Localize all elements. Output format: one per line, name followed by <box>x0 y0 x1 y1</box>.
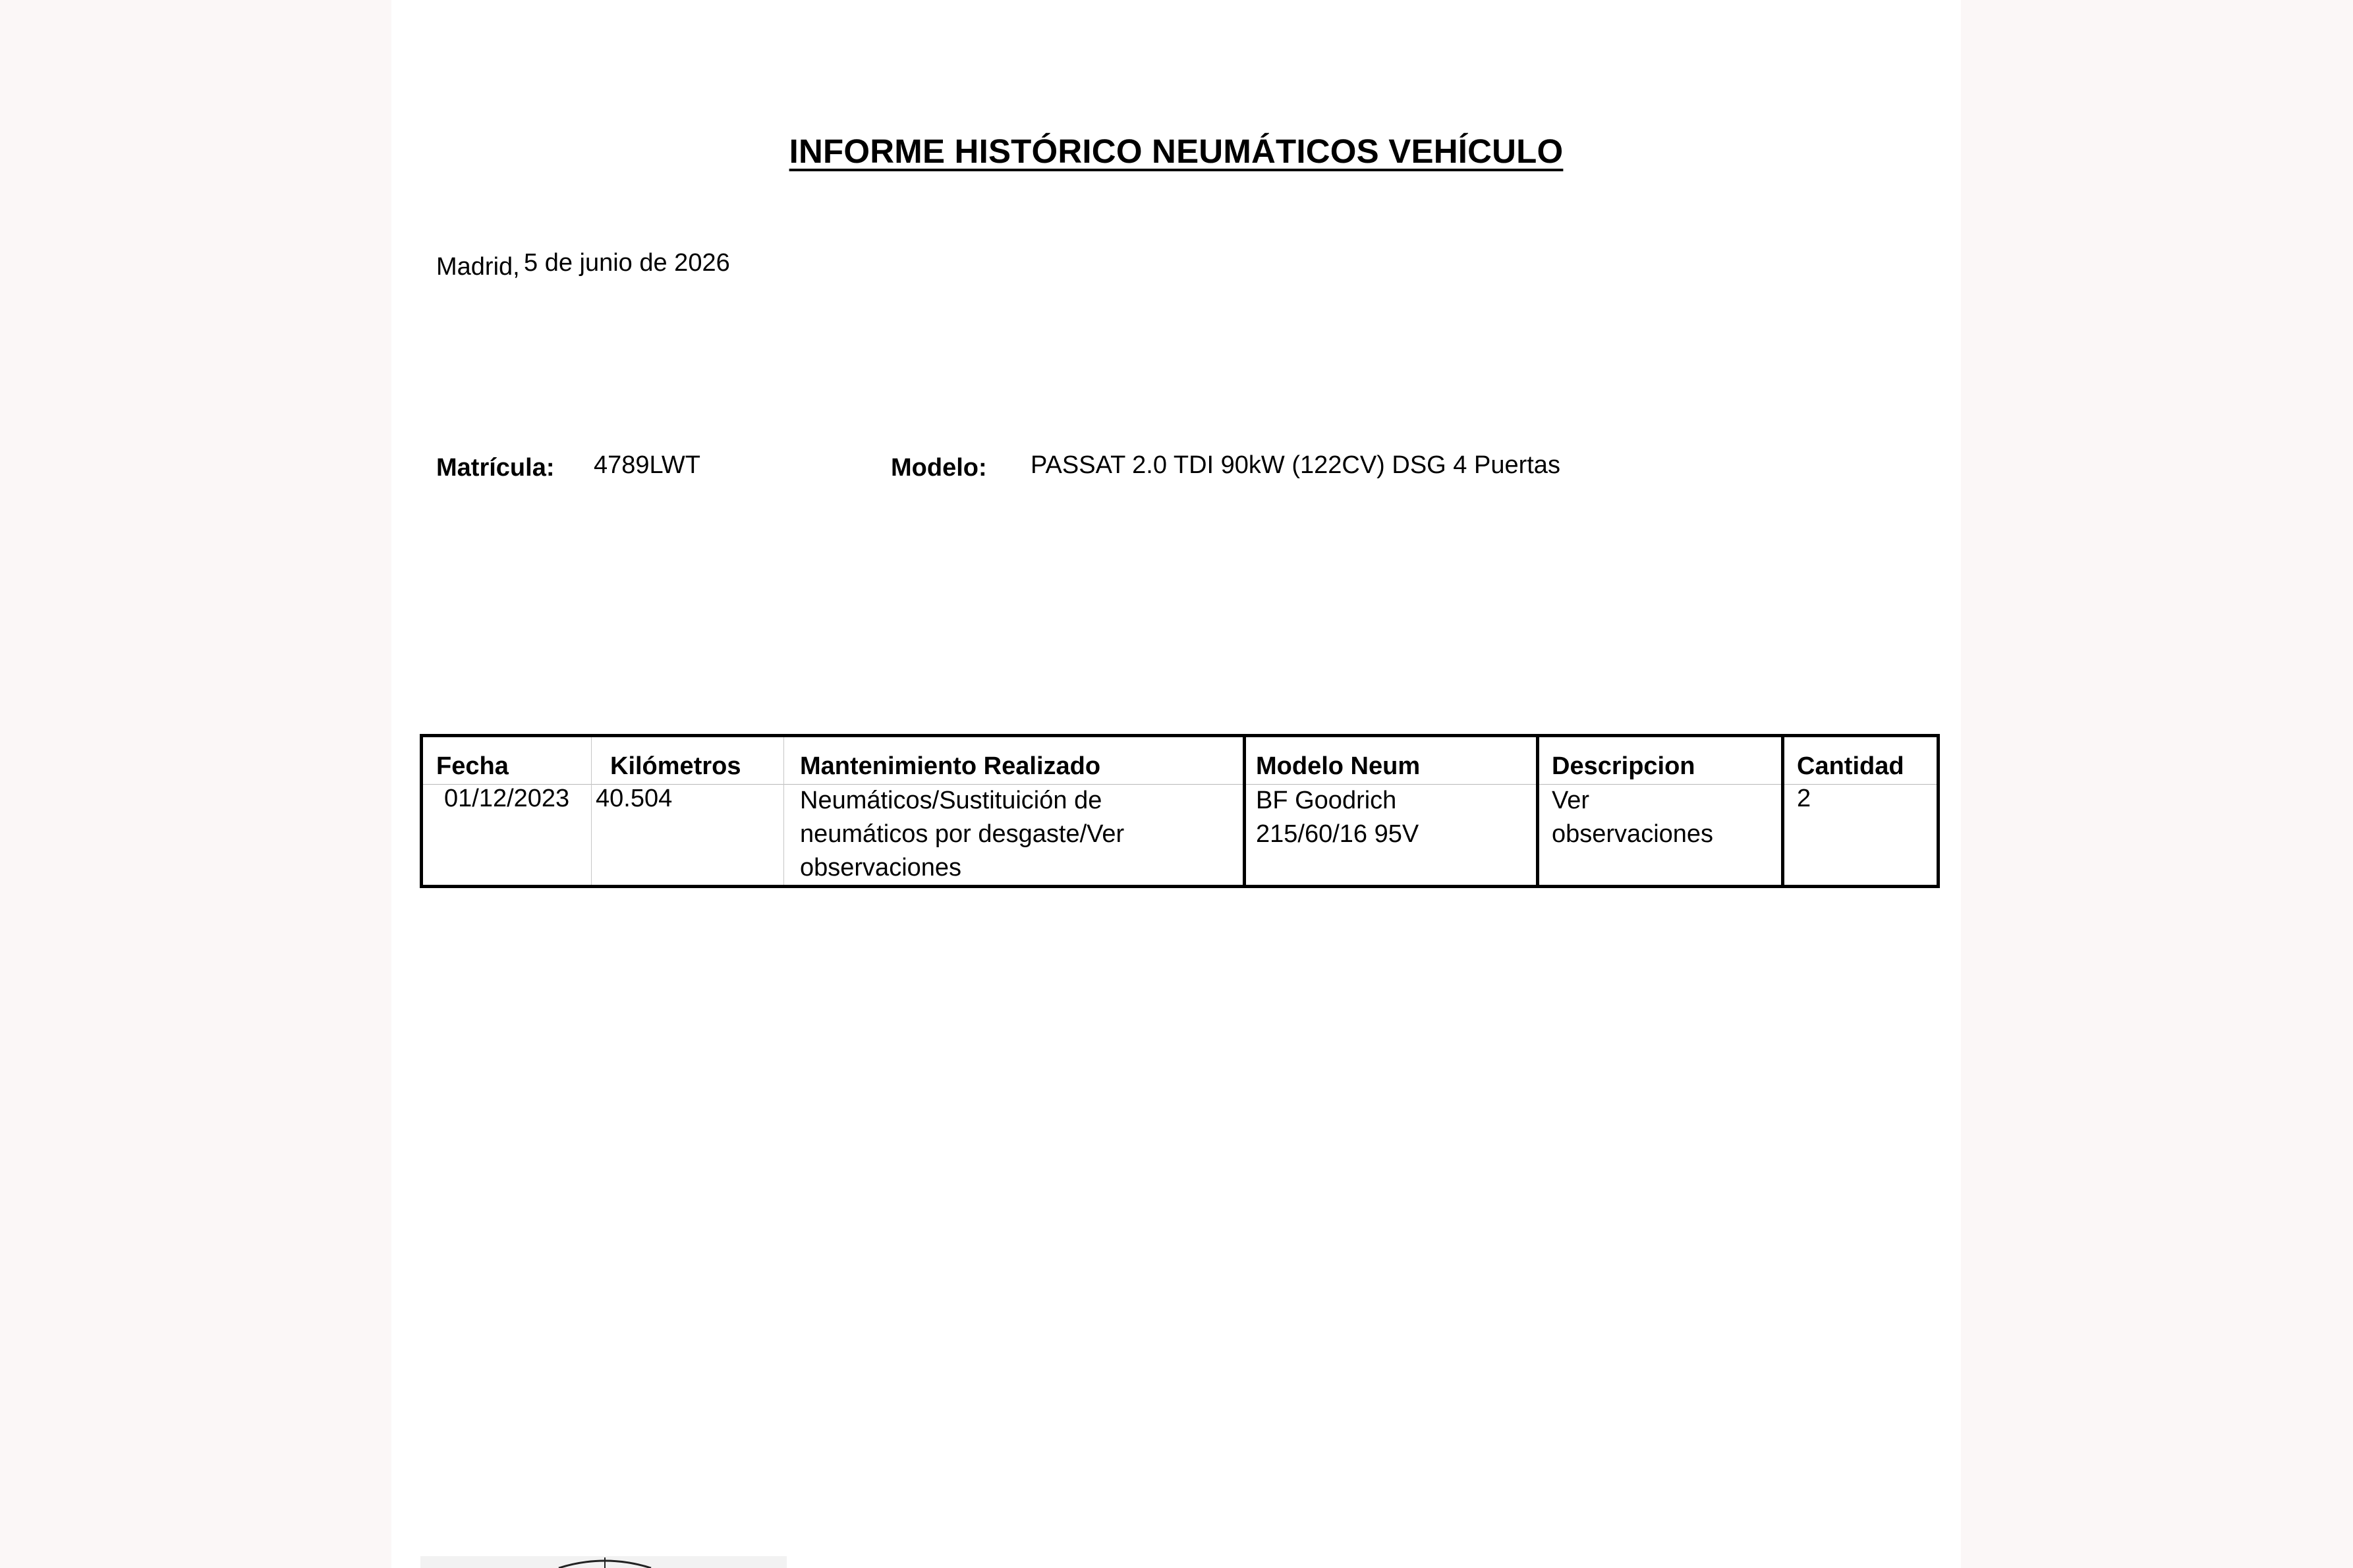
cell-fecha: 01/12/2023 <box>444 785 570 812</box>
column-divider <box>1781 737 1784 885</box>
cell-cantidad: 2 <box>1797 785 1811 812</box>
stamp-arc-icon <box>420 1556 787 1568</box>
header-descripcion: Descripcion <box>1552 752 1695 780</box>
document-page <box>391 0 1961 1568</box>
cell-line: 215/60/16 95V <box>1256 820 1419 848</box>
tire-history-table <box>420 734 1940 888</box>
column-divider <box>783 737 784 885</box>
place-label: Madrid, <box>436 253 520 281</box>
cell-modelo-neum <box>1256 784 1419 851</box>
header-cantidad: Cantidad <box>1797 752 1904 780</box>
header-fecha: Fecha <box>436 752 509 780</box>
cell-descripcion <box>1552 784 1713 851</box>
cell-line: observaciones <box>800 854 962 882</box>
report-title: INFORME HISTÓRICO NEUMÁTICOS VEHÍCULO <box>789 132 1564 170</box>
cell-line: Ver <box>1552 787 1590 814</box>
cell-mantenimiento <box>800 784 1124 885</box>
header-mantenimiento: Mantenimiento Realizado <box>800 752 1101 780</box>
column-divider <box>1536 737 1539 885</box>
cell-line: neumáticos por desgaste/Ver <box>800 820 1125 848</box>
cell-line: BF Goodrich <box>1256 787 1397 814</box>
cell-line: Neumáticos/Sustituición de <box>800 787 1102 814</box>
plate-label: Matrícula: <box>436 454 555 482</box>
plate-value: 4789LWT <box>594 451 700 479</box>
header-kilometros: Kilómetros <box>610 752 741 780</box>
cell-kilometros: 40.504 <box>596 785 673 812</box>
column-divider <box>591 737 592 885</box>
column-divider <box>1243 737 1246 885</box>
header-modelo-neum: Modelo Neum <box>1256 752 1421 780</box>
model-value: PASSAT 2.0 TDI 90kW (122CV) DSG 4 Puertas <box>1031 451 1560 479</box>
report-date: 5 de junio de 2026 <box>524 249 730 277</box>
cell-line: observaciones <box>1552 820 1714 848</box>
stamp-image-fragment <box>420 1556 787 1568</box>
model-label: Modelo: <box>891 454 987 482</box>
